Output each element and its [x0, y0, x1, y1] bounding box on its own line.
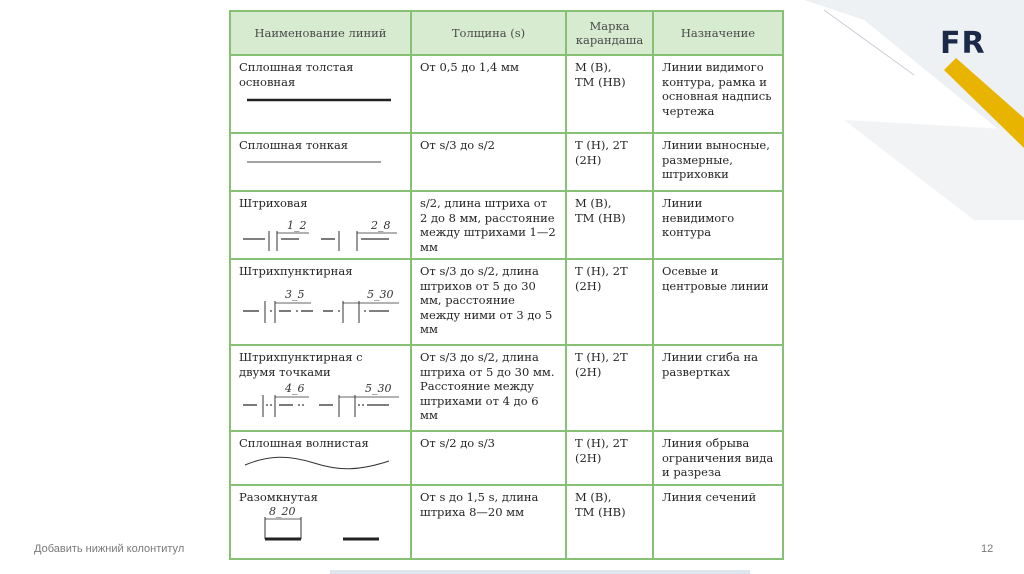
cell-pencil: Т (Н), 2Т (2Н) — [566, 259, 653, 345]
cell-name — [230, 259, 411, 345]
line-name: Штриховая — [239, 196, 308, 210]
dash-dot-line-sample — [239, 279, 404, 327]
page-number: 12 — [981, 543, 994, 555]
dim-label: 4_6 — [285, 382, 305, 395]
cell-name — [230, 431, 411, 485]
cell-pencil: М (В), ТМ (НВ) — [566, 55, 653, 133]
table-row — [230, 485, 783, 559]
footer-text[interactable]: Добавить нижний колонтитул — [34, 543, 185, 555]
cell-purpose: Линия обрыва ограничения вида и разреза — [653, 431, 783, 485]
cell-thickness: От 0,5 до 1,4 мм — [411, 55, 566, 133]
table-row — [230, 55, 783, 133]
table-row — [230, 133, 783, 191]
line-name: Разомкнутая — [239, 490, 318, 504]
cell-pencil: М (В), ТМ (НВ) — [566, 485, 653, 559]
cell-thickness: От s/3 до s/2 — [411, 133, 566, 191]
line-name: Штрихпунктирная с двумя точками — [239, 350, 363, 379]
dim-label: 3_5 — [285, 287, 305, 301]
column-header-thickness: Толщина (s) — [411, 11, 566, 55]
cell-thickness: От s/3 до s/2, длина штриха от 5 до 30 мм. Расстояние между штрихами от 4 до 6 мм — [411, 345, 566, 431]
cell-purpose: Линии невидимого контура — [653, 191, 783, 259]
table-header-row — [230, 11, 783, 55]
line-name: Сплошная волнистая — [239, 436, 369, 450]
column-header-purpose: Назначение — [653, 11, 783, 55]
table-row — [230, 345, 783, 431]
cell-thickness: От s/3 до s/2, длина штрихов от 5 до 30 мм, расстояние между ними от 3 до 5 мм — [411, 259, 566, 345]
dim-label: 1_2 — [287, 218, 307, 232]
cell-name — [230, 191, 411, 259]
dim-label: 2_8 — [371, 218, 391, 232]
line-name: Сплошная тонкая — [239, 138, 349, 152]
dim-label: 5_30 — [365, 382, 392, 395]
corner-decoration — [804, 0, 1024, 220]
dim-label: 5_30 — [367, 287, 394, 301]
table-row — [230, 259, 783, 345]
cell-thickness: От s/2 до s/3 — [411, 431, 566, 485]
column-header-pencil: Марка карандаша — [566, 11, 653, 55]
cell-thickness: От s до 1,5 s, длина штриха 8—20 мм — [411, 485, 566, 559]
line-name: Сплошная толстая основная — [239, 60, 354, 89]
line-types-table — [229, 10, 784, 560]
cell-name — [230, 133, 411, 191]
table-row — [230, 191, 783, 259]
cell-pencil: Т (Н), 2Т (2Н) — [566, 431, 653, 485]
thin-line-sample — [239, 157, 399, 167]
cell-purpose: Осевые и центровые линии — [653, 259, 783, 345]
cell-purpose: Линия сечений — [653, 485, 783, 559]
cropped-caption-strip — [330, 570, 750, 574]
wavy-line-sample — [239, 455, 399, 471]
line-name: Штрихпунктирная — [239, 264, 353, 278]
cell-purpose: Линии сгиба на развертках — [653, 345, 783, 431]
cell-name — [230, 485, 411, 559]
cell-name — [230, 345, 411, 431]
thick-line-sample — [239, 93, 399, 107]
cell-pencil: Т (Н), 2Т (2Н) — [566, 133, 653, 191]
cell-purpose: Линии видимого контура, рамка и основная надпись чертежа — [653, 55, 783, 133]
cell-purpose: Линии выносные, размерные, штриховки — [653, 133, 783, 191]
table-row — [230, 431, 783, 485]
dim-label: 8_20 — [269, 504, 296, 518]
cell-name — [230, 55, 411, 133]
column-header-name: Наименование линий — [230, 11, 411, 55]
cell-pencil: М (В), ТМ (НВ) — [566, 191, 653, 259]
open-line-sample — [239, 505, 404, 549]
cell-pencil: Т (Н), 2Т (2Н) — [566, 345, 653, 431]
dashed-line-sample — [239, 211, 404, 253]
brand-logo: FR — [940, 26, 986, 61]
dash-two-dots-line-sample — [239, 379, 404, 419]
cell-thickness: s/2, длина штриха от 2 до 8 мм, расстояние между штрихами 1—2 мм — [411, 191, 566, 259]
